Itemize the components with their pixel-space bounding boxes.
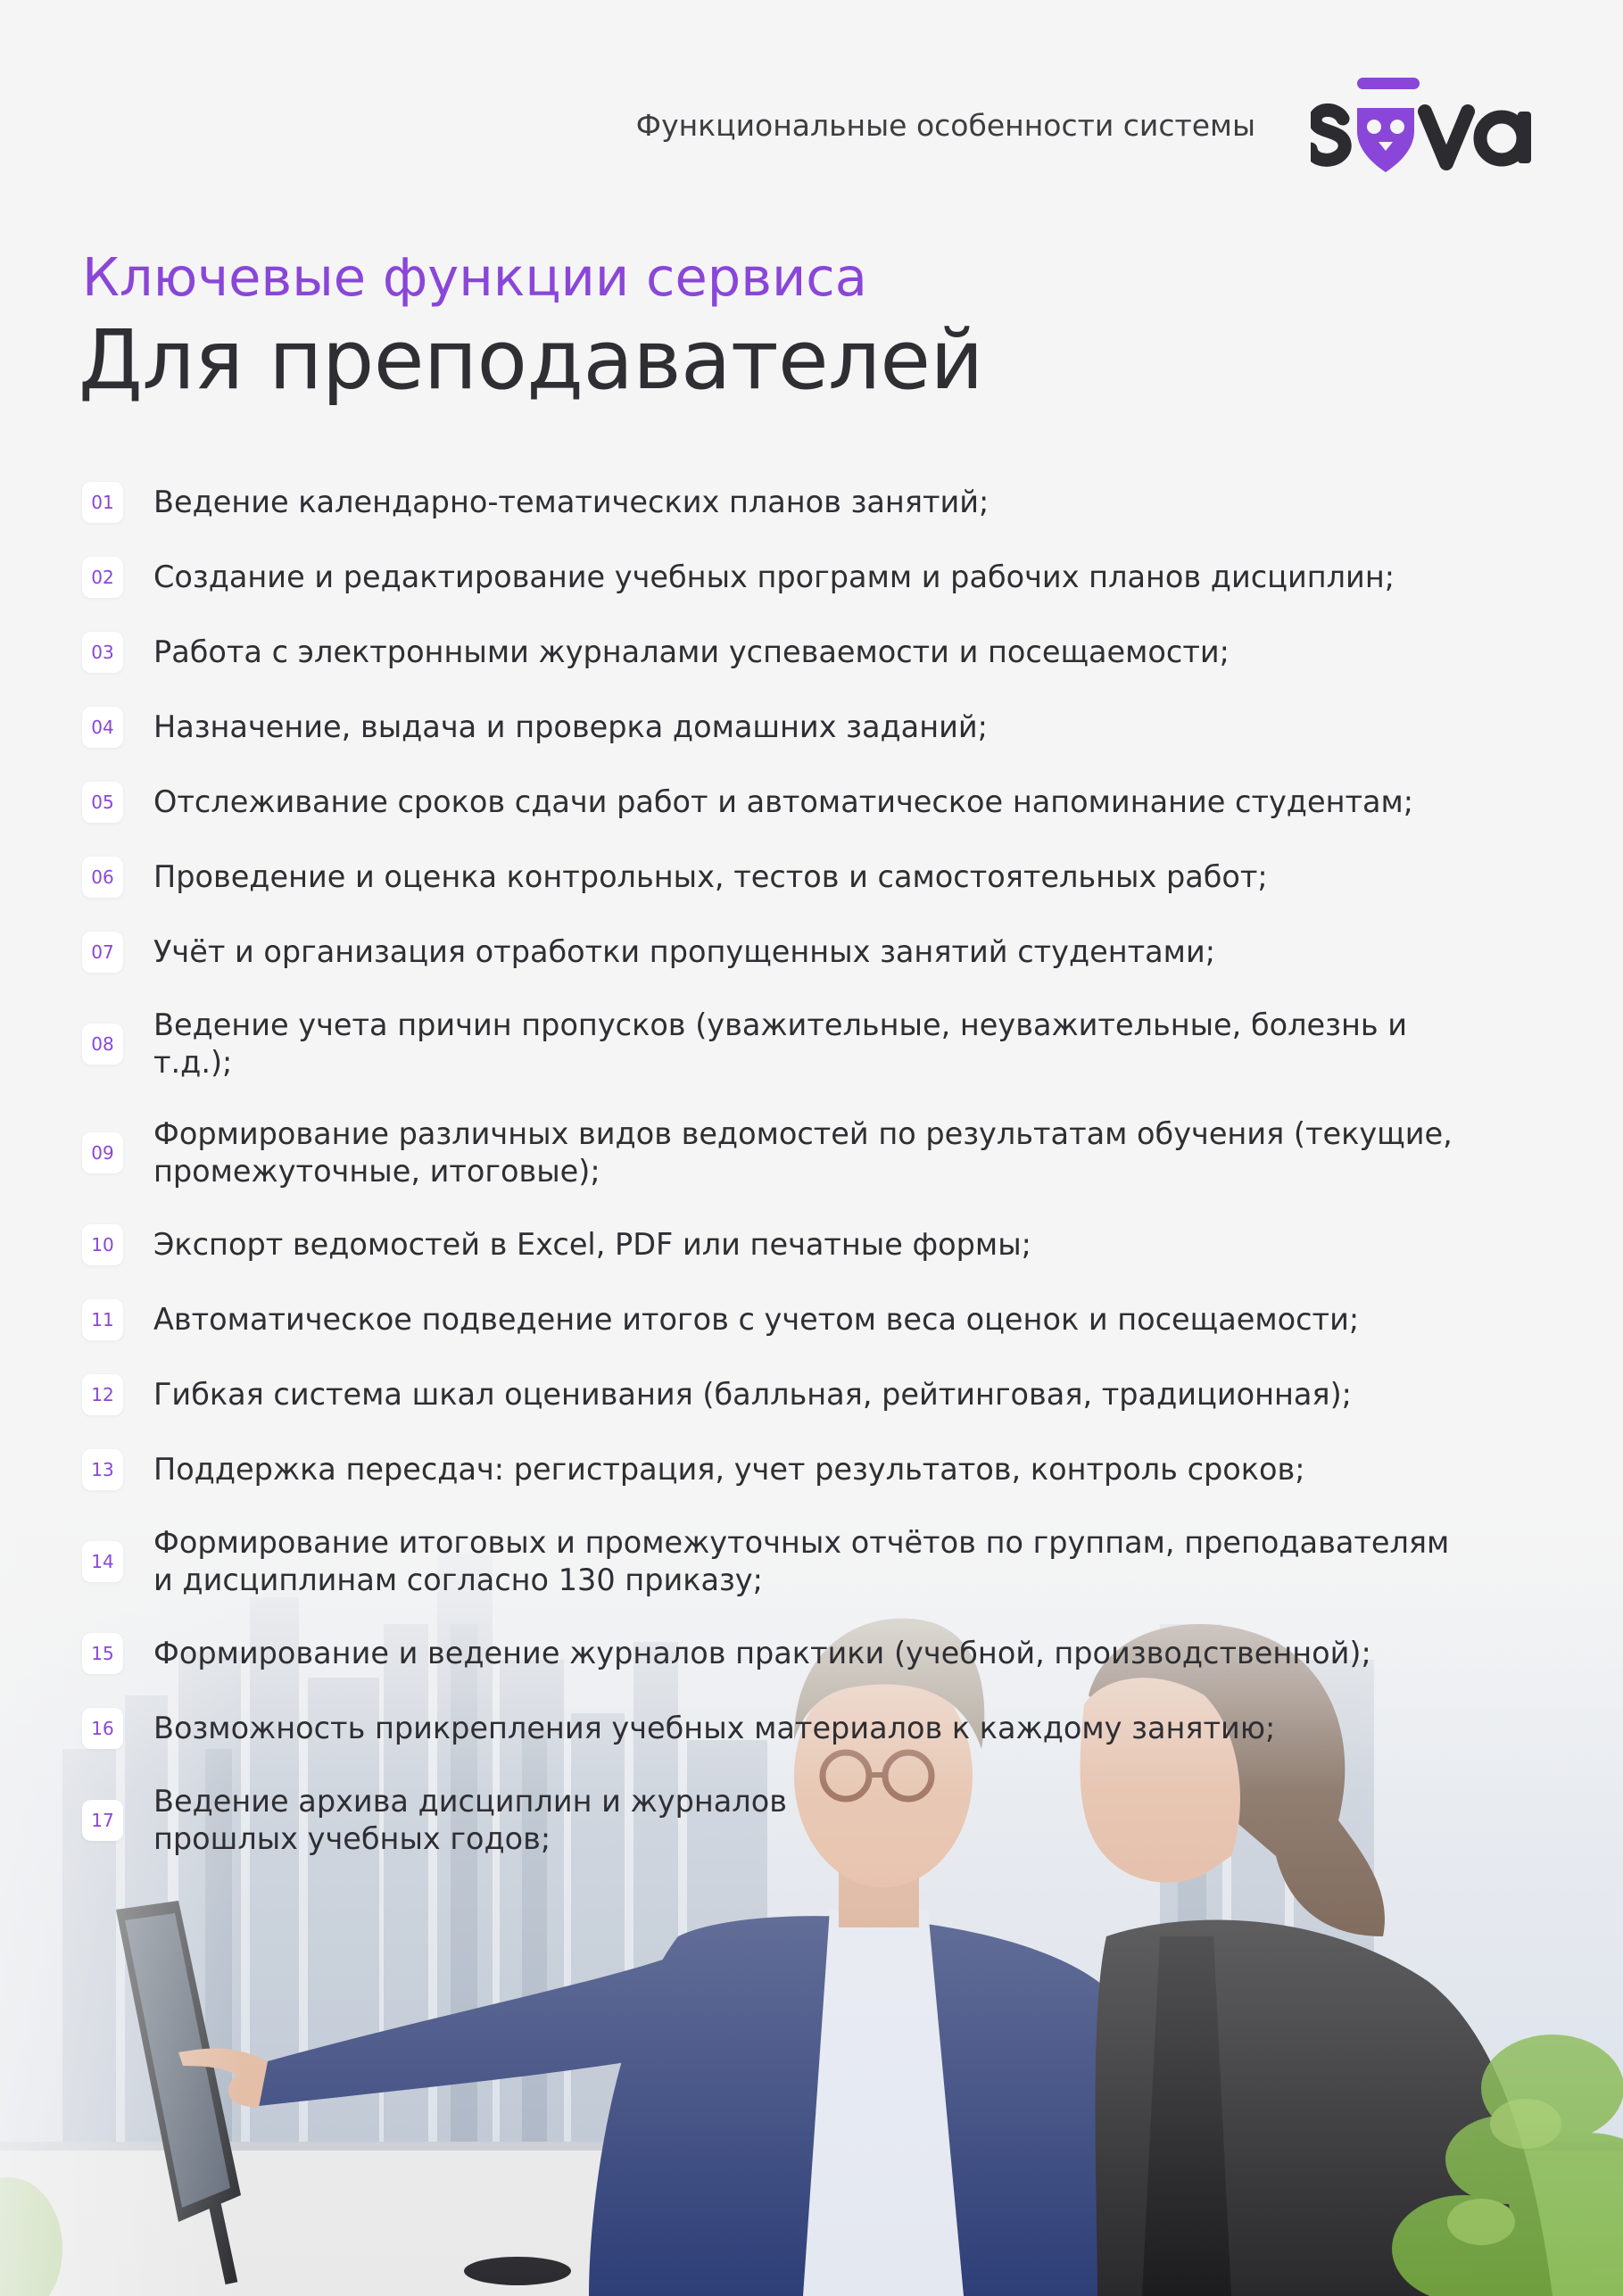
feature-text: Ведение архива дисциплин и журналов прошлых учебных годов; (153, 1784, 787, 1856)
section-subtitle: Ключевые функции сервиса (82, 246, 867, 308)
feature-text: Формирование различных видов ведомостей по результатам обучения (текущие, промежуточные, итоговые); (153, 1116, 1453, 1189)
feature-item (82, 782, 1474, 823)
feature-text: Учёт и организация отработки пропущенных занятий студентами; (153, 934, 1216, 969)
feature-number-badge: 06 (82, 857, 123, 898)
feature-item (82, 1783, 1474, 1858)
feature-number-badge: 10 (82, 1224, 123, 1265)
feature-text: Ведение учета причин пропусков (уважительные, неуважительные, болезнь и т.д.); (153, 1007, 1408, 1080)
feature-item (82, 1524, 1474, 1599)
feature-item (82, 1708, 1474, 1749)
feature-number-badge: 03 (82, 632, 123, 673)
feature-number-badge: 09 (82, 1132, 123, 1173)
feature-text: Назначение, выдача и проверка домашних заданий; (153, 709, 988, 744)
feature-item (82, 632, 1474, 673)
feature-item (82, 1374, 1474, 1415)
feature-item (82, 1633, 1474, 1674)
feature-text: Возможность прикрепления учебных материалов к каждому занятию; (153, 1711, 1276, 1745)
feature-item (82, 857, 1474, 898)
feature-text: Гибкая система шкал оценивания (балльная, рейтинговая, традиционная); (153, 1377, 1352, 1412)
feature-number-badge: 11 (82, 1299, 123, 1340)
feature-number-badge: 04 (82, 707, 123, 748)
feature-number-badge: 15 (82, 1633, 123, 1674)
page-title: Для преподавателей (79, 312, 983, 408)
feature-item (82, 557, 1474, 598)
feature-number-badge: 17 (82, 1800, 123, 1841)
header-caption: Функциональные особенности системы (635, 107, 1255, 143)
feature-text: Создание и редактирование учебных программ и рабочих планов дисциплин; (153, 559, 1395, 594)
feature-item (82, 1299, 1474, 1340)
feature-number-badge: 07 (82, 932, 123, 973)
feature-text: Отслеживание сроков сдачи работ и автоматическое напоминание студентам; (153, 784, 1414, 819)
feature-number-badge: 14 (82, 1541, 123, 1582)
feature-item (82, 1224, 1474, 1265)
feature-text: Проведение и оценка контрольных, тестов и самостоятельных работ; (153, 859, 1268, 894)
feature-item (82, 1449, 1474, 1490)
feature-item (82, 707, 1474, 748)
feature-text: Формирование итоговых и промежуточных отчётов по группам, преподавателям и дисциплинам согласно 130 приказу; (153, 1525, 1450, 1597)
feature-item (82, 482, 1474, 523)
feature-item (82, 1007, 1474, 1082)
feature-number-badge: 01 (82, 482, 123, 523)
feature-text: Формирование и ведение журналов практики (учебной, производственной); (153, 1636, 1371, 1670)
feature-item (82, 1115, 1474, 1190)
feature-number-badge: 05 (82, 782, 123, 823)
page-header (636, 71, 1541, 178)
feature-text: Ведение календарно-тематических планов занятий; (153, 485, 990, 519)
feature-text: Автоматическое подведение итогов с учетом веса оценок и посещаемости; (153, 1302, 1360, 1337)
sova-logo-icon (1311, 72, 1541, 178)
feature-number-badge: 16 (82, 1708, 123, 1749)
feature-text: Работа с электронными журналами успеваемости и посещаемости; (153, 634, 1230, 669)
feature-number-badge: 08 (82, 1024, 123, 1065)
feature-text: Экспорт ведомостей в Excel, PDF или печатные формы; (153, 1227, 1031, 1262)
feature-item (82, 932, 1474, 973)
feature-number-badge: 02 (82, 557, 123, 598)
feature-text: Поддержка пересдач: регистрация, учет результатов, контроль сроков; (153, 1452, 1305, 1487)
feature-number-badge: 12 (82, 1374, 123, 1415)
feature-number-badge: 13 (82, 1449, 123, 1490)
